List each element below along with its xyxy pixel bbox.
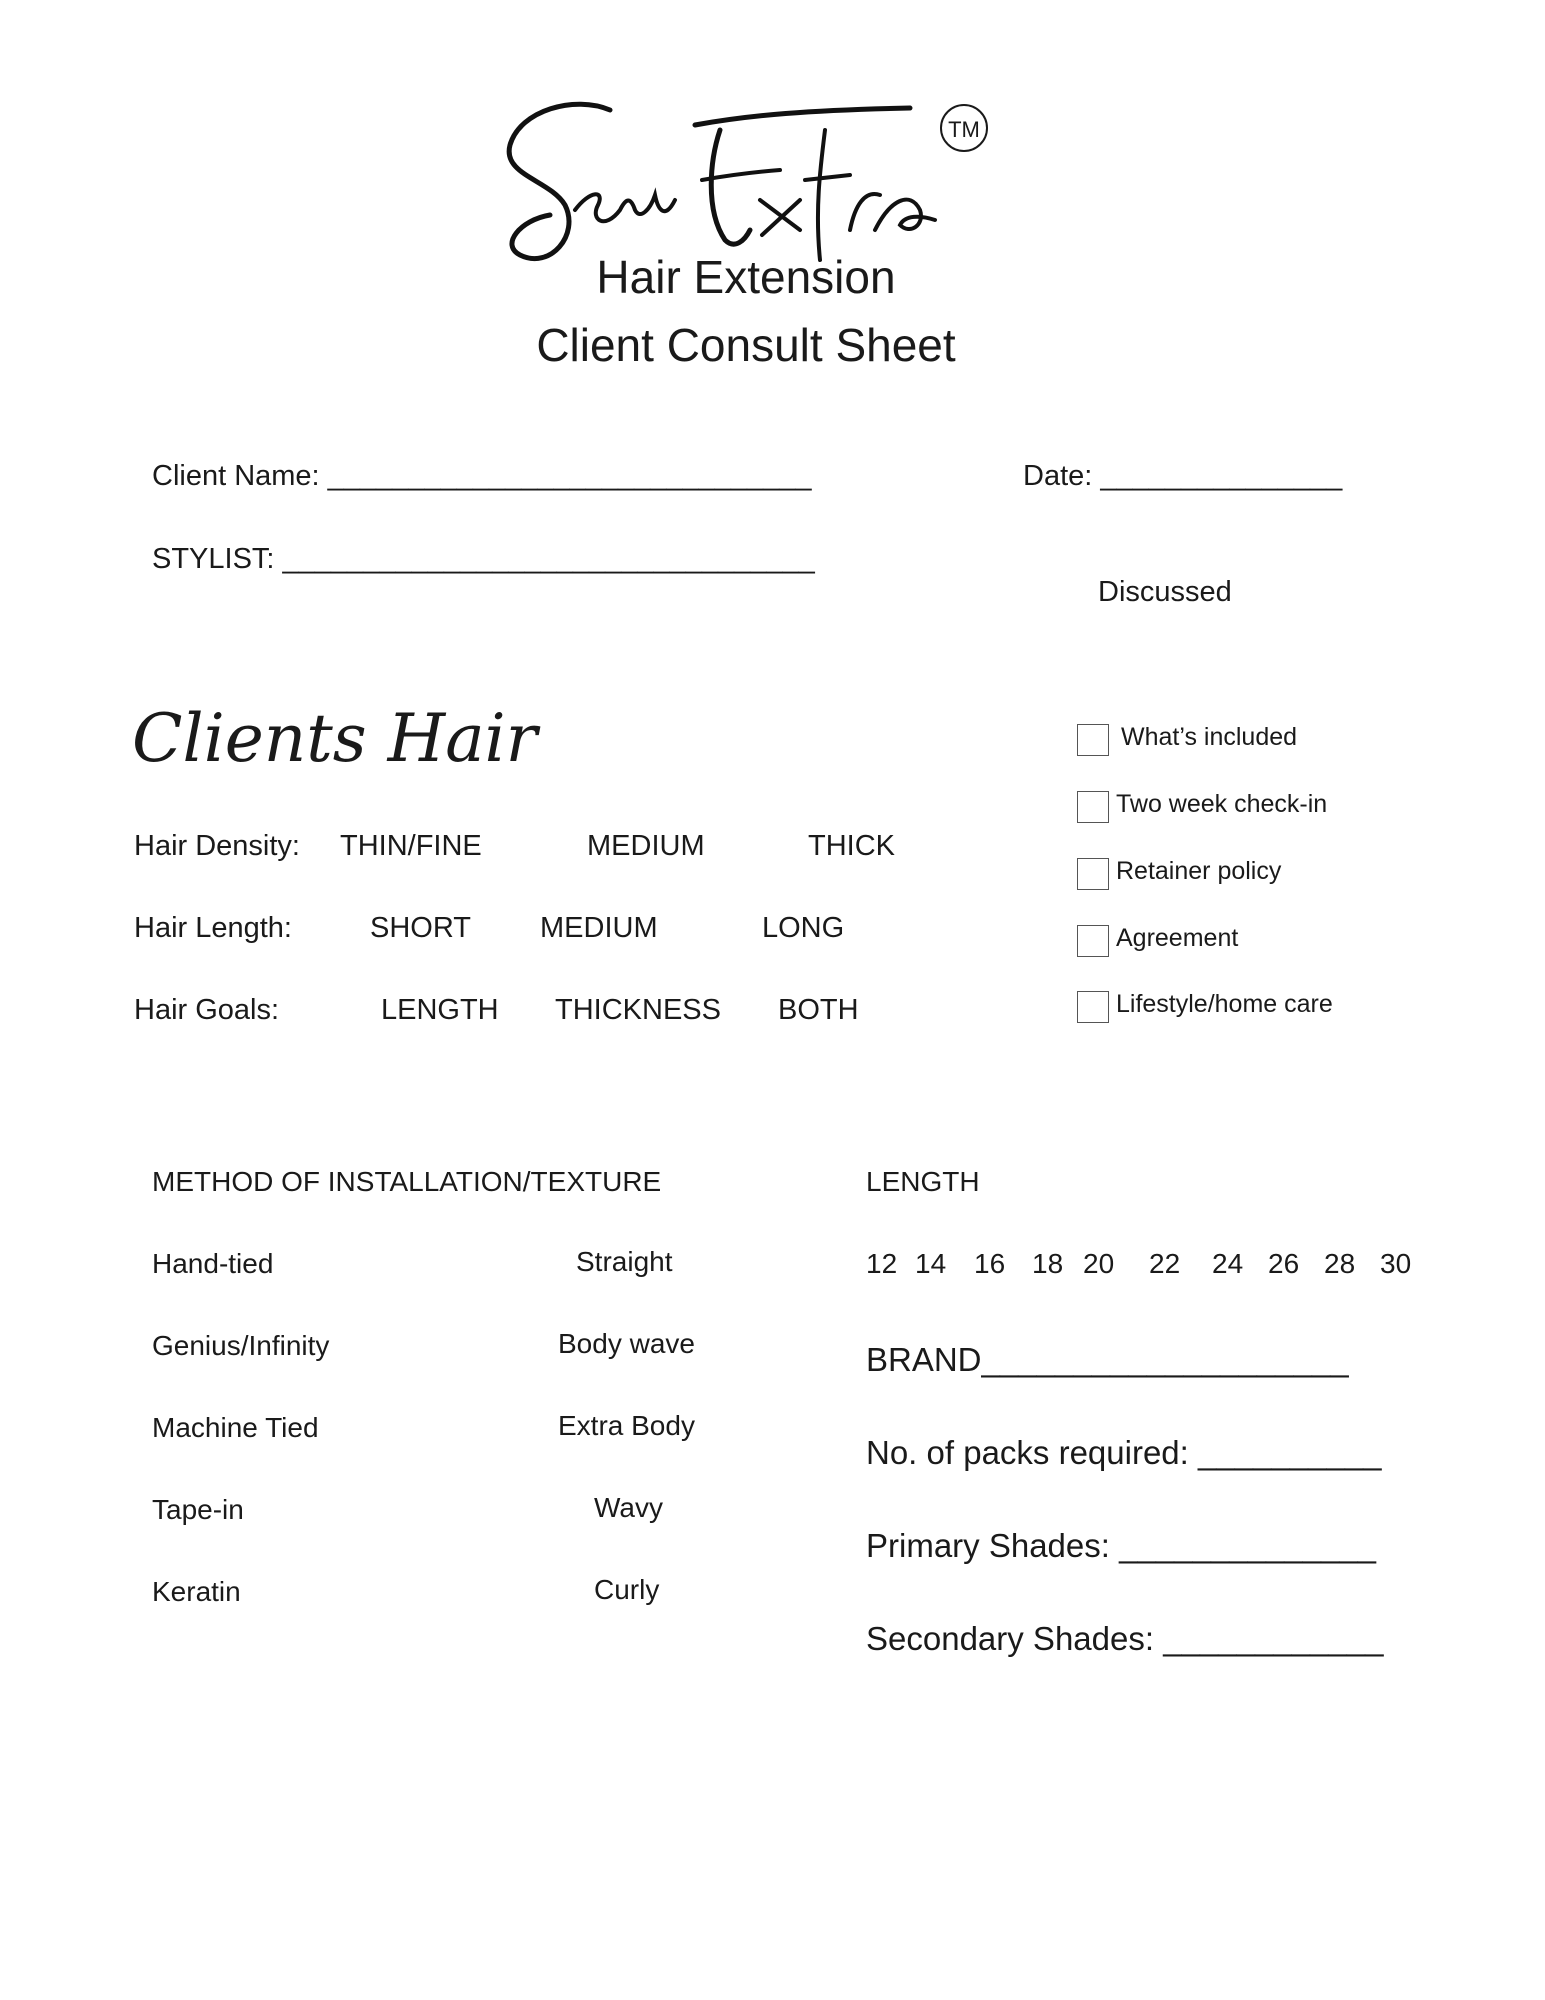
length-value-26[interactable]: 26 — [1268, 1248, 1300, 1279]
packs-required-field[interactable]: No. of packs required: __________ — [866, 1434, 1382, 1471]
texture-body-wave[interactable]: Body wave — [558, 1328, 695, 1359]
checkbox-label: Lifestyle/home care — [1116, 990, 1333, 1018]
length-heading: LENGTH — [866, 1166, 980, 1197]
stylist-field[interactable]: STYLIST: _________________________________ — [152, 543, 815, 575]
checkbox-label: Agreement — [1116, 924, 1239, 952]
sew-extra-logo — [480, 70, 1040, 270]
density-option-medium[interactable]: MEDIUM — [587, 830, 705, 862]
trademark-badge: TM — [940, 104, 988, 152]
client-name-field[interactable]: Client Name: ______________________________ — [152, 460, 812, 492]
discussed-heading: Discussed — [1098, 576, 1232, 608]
date-field[interactable]: Date: _______________ — [1023, 460, 1343, 492]
length-option-short[interactable]: SHORT — [370, 912, 471, 944]
checkbox-two-week-check-in[interactable] — [1077, 791, 1109, 823]
installation-heading: METHOD OF INSTALLATION/TEXTURE — [152, 1166, 662, 1197]
subtitle-hair-extension: Hair Extension — [596, 251, 896, 303]
goals-option-length[interactable]: LENGTH — [381, 994, 499, 1026]
checkbox-retainer-policy[interactable] — [1077, 858, 1109, 890]
goals-option-thickness[interactable]: THICKNESS — [555, 994, 721, 1026]
checkbox-label: Retainer policy — [1116, 857, 1282, 885]
method-machine-tied[interactable]: Machine Tied — [152, 1412, 319, 1443]
length-value-24[interactable]: 24 — [1212, 1248, 1244, 1279]
method-hand-tied[interactable]: Hand-tied — [152, 1248, 274, 1279]
method-genius-infinity[interactable]: Genius/Infinity — [152, 1330, 330, 1361]
checkbox-label: What’s included — [1121, 723, 1298, 751]
length-option-medium[interactable]: MEDIUM — [540, 912, 658, 944]
length-value-22[interactable]: 22 — [1149, 1248, 1181, 1279]
length-value-28[interactable]: 28 — [1324, 1248, 1356, 1279]
length-value-12[interactable]: 12 — [866, 1248, 898, 1279]
length-value-30[interactable]: 30 — [1380, 1248, 1412, 1279]
subtitle-consult-sheet: Client Consult Sheet — [536, 319, 956, 371]
goals-option-both[interactable]: BOTH — [778, 994, 859, 1026]
length-value-20[interactable]: 20 — [1083, 1248, 1115, 1279]
length-value-18[interactable]: 18 — [1032, 1248, 1064, 1279]
length-value-14[interactable]: 14 — [915, 1248, 947, 1279]
method-tape-in[interactable]: Tape-in — [152, 1494, 244, 1525]
density-option-thick[interactable]: THICK — [808, 830, 895, 862]
length-option-long[interactable]: LONG — [762, 912, 845, 944]
texture-wavy[interactable]: Wavy — [594, 1492, 663, 1523]
checkbox-label: Two week check-in — [1116, 790, 1328, 818]
primary-shades-field[interactable]: Primary Shades: ______________ — [866, 1527, 1377, 1564]
hair-density-label: Hair Density: — [134, 830, 300, 862]
method-keratin[interactable]: Keratin — [152, 1576, 241, 1607]
checkbox-lifestyle-home-care[interactable] — [1077, 991, 1109, 1023]
density-option-thin-fine[interactable]: THIN/FINE — [340, 830, 482, 862]
texture-curly[interactable]: Curly — [594, 1574, 660, 1605]
texture-straight[interactable]: Straight — [576, 1246, 673, 1277]
checkbox-agreement[interactable] — [1077, 925, 1109, 957]
texture-extra-body[interactable]: Extra Body — [558, 1410, 695, 1441]
clients-hair-heading: Clients Hair — [132, 700, 538, 777]
secondary-shades-field[interactable]: Secondary Shades: ____________ — [866, 1620, 1384, 1657]
hair-length-label: Hair Length: — [134, 912, 292, 944]
hair-goals-label: Hair Goals: — [134, 994, 280, 1026]
brand-field[interactable]: BRAND____________________ — [866, 1341, 1349, 1378]
checkbox-whats-included[interactable] — [1077, 724, 1109, 756]
length-value-16[interactable]: 16 — [974, 1248, 1006, 1279]
